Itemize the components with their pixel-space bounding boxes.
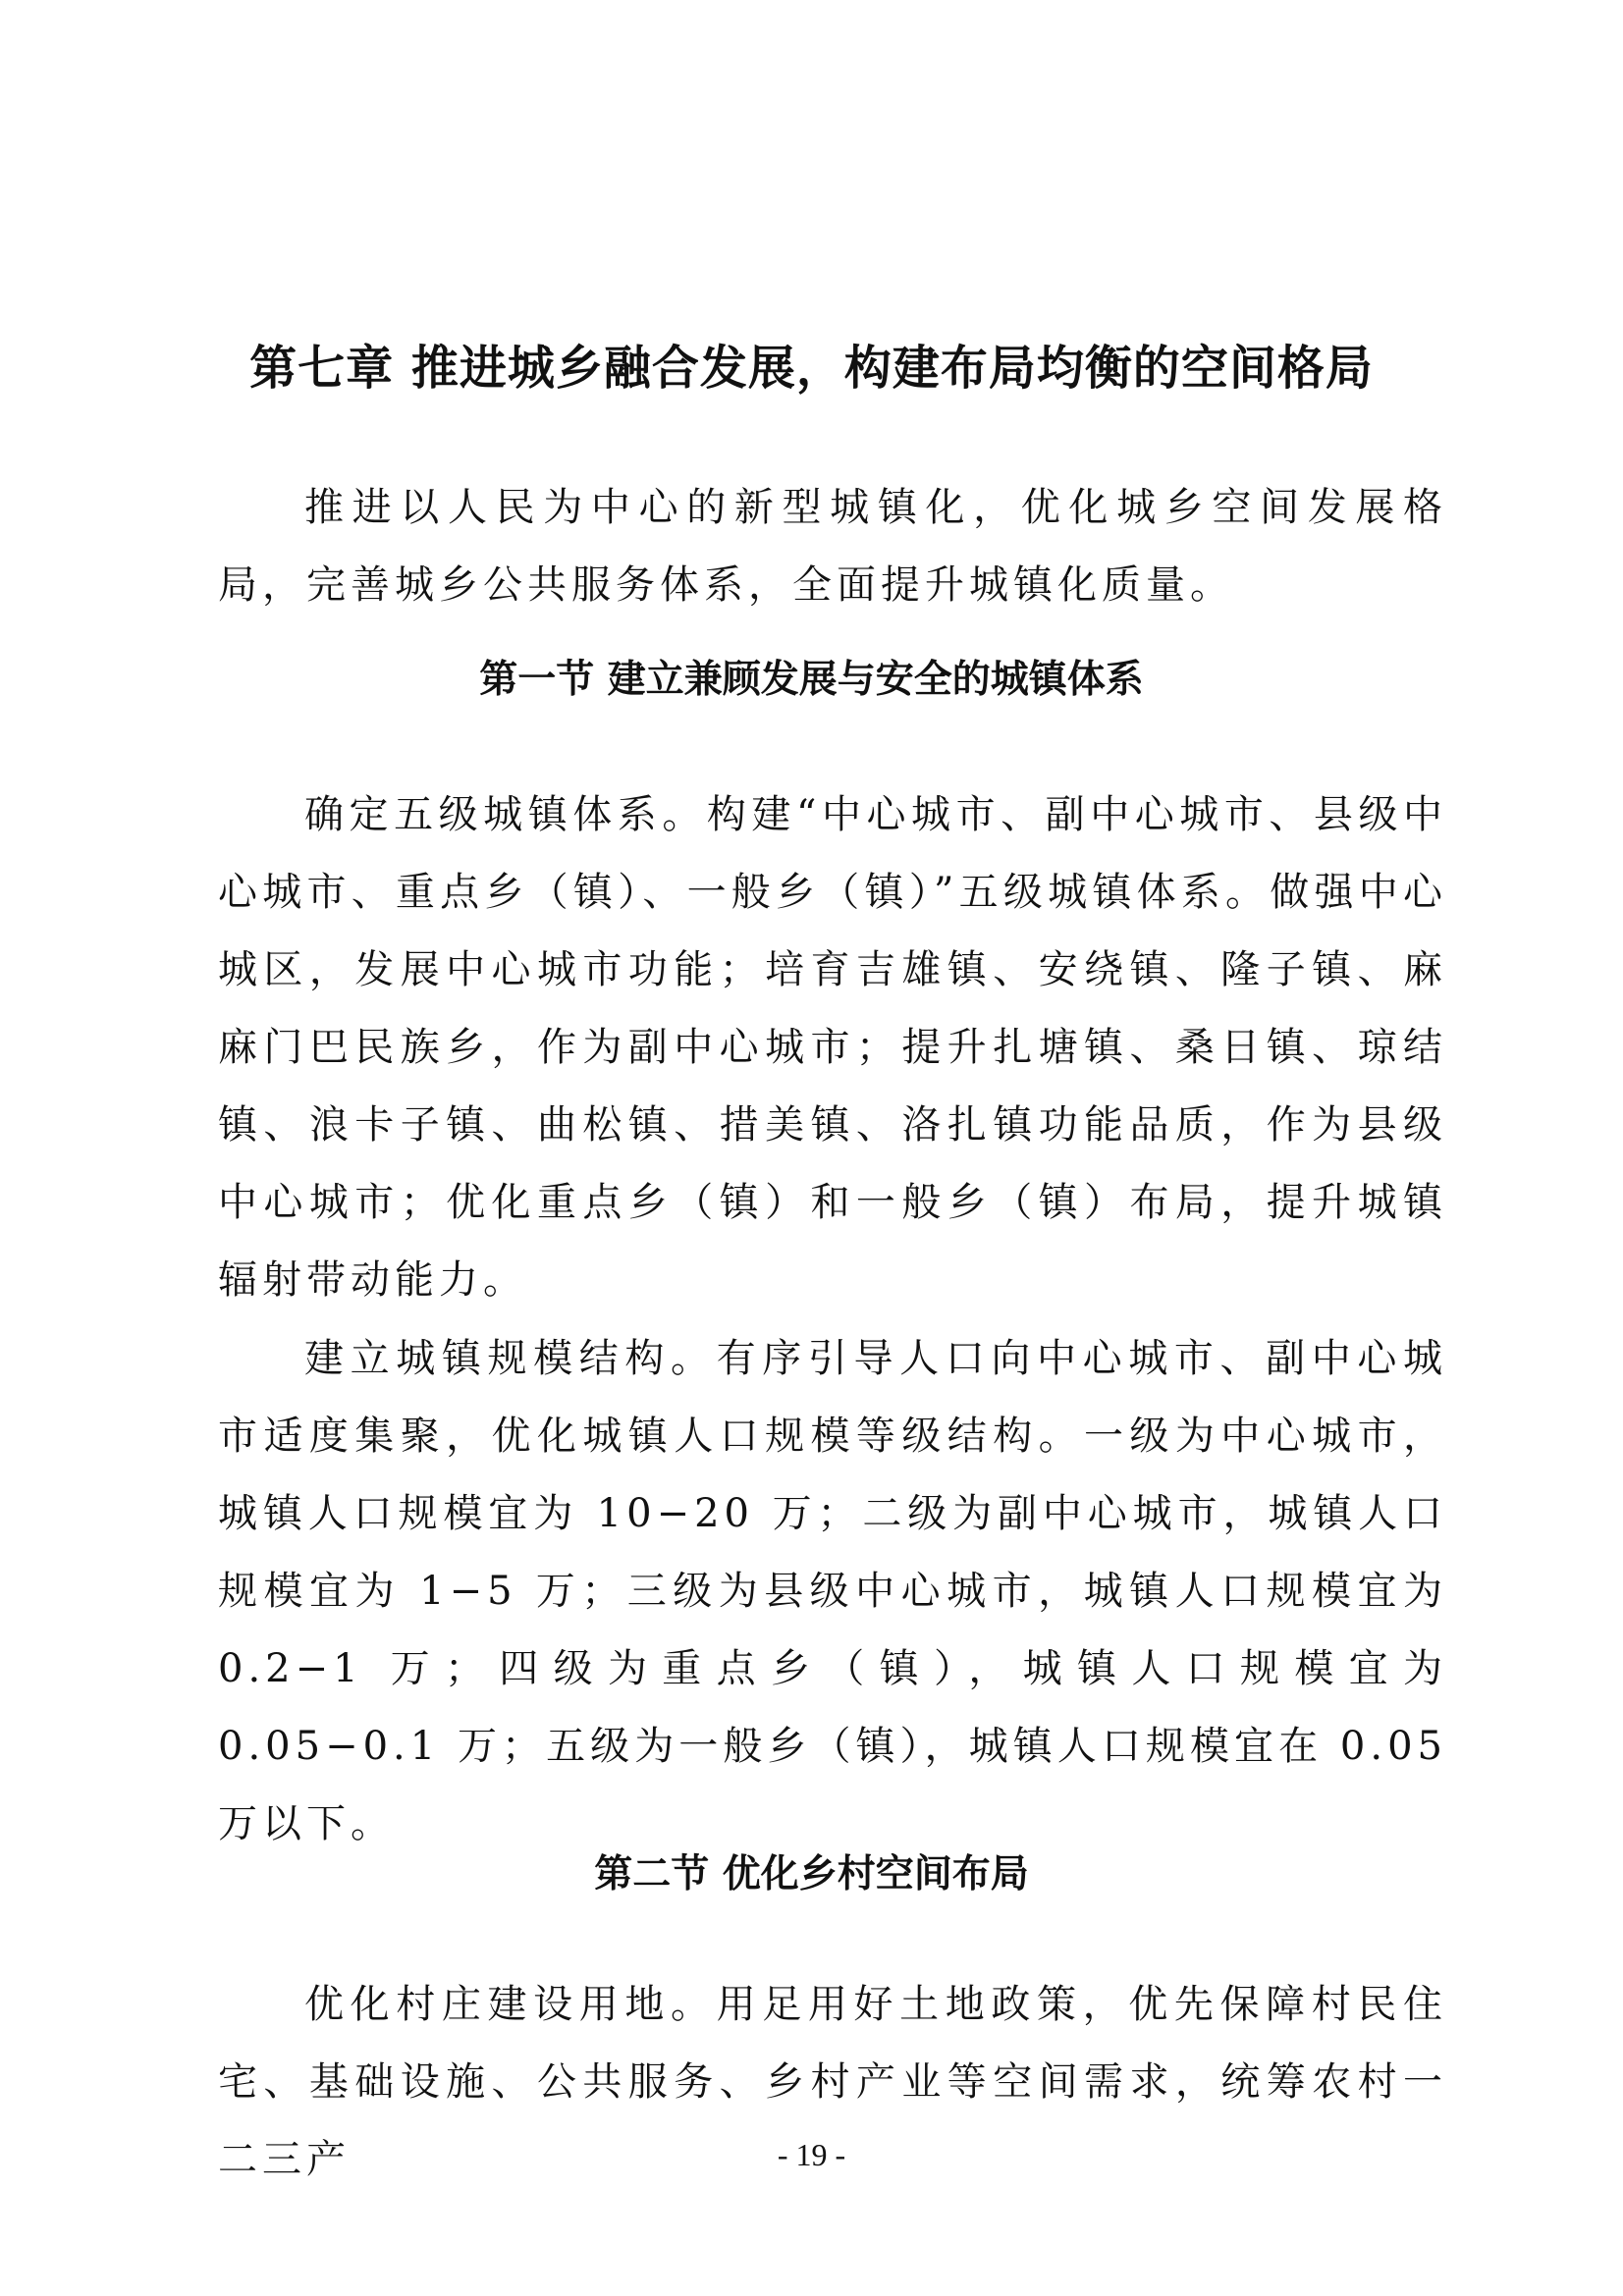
page-number: - 19 - [777,2137,846,2172]
paragraph-lead: 确定五级城镇体系。 [304,792,707,837]
paragraph-body: 用足用好土地政策，优先保障村民住宅、基础设施、公共服务、乡村产业等空间需求，统筹农村一二三产 [218,1982,1447,2182]
paragraph-five-level-system [218,776,1447,1319]
paragraph-lead: 优化村庄建设用地。 [304,1982,717,2027]
paragraph-scale-structure [218,1320,1447,1863]
chapter-title: 第七章 推进城乡融合发展，构建布局均衡的空间格局 [249,341,1374,396]
intro-paragraph: 推进以人民为中心的新型城镇化，优化城乡空间发展格局，完善城乡公共服务体系，全面提升城镇化质量。 [218,485,1447,608]
section-title-1: 第一节 建立兼顾发展与安全的城镇体系 [479,658,1144,702]
paragraph-body: 有序引导人口向中心城市、副中心城市适度集聚，优化城镇人口规模等级结构。一级为中心城市，城镇人口规模宜为 10−20 万；二级为副中心城市，城镇人口规模宜为 1−5 万；三级为县级中心城市，城镇人口规模宜为 0.2−1 万；四级为重点乡（镇），城镇人口规模宜为 0.05−0.1 万；五级为一般乡（镇），城镇人口规模宜在 0.05 万以下。 [218,1336,1447,1846]
section-title-2: 第二节 优化乡村空间布局 [594,1852,1029,1896]
paragraph-body: 构建“中心城市、副中心城市、县级中心城市、重点乡（镇）、一般乡（镇）”五级城镇体系。做强中心城区，发展中心城市功能；培育吉雄镇、安绕镇、隆子镇、麻麻门巴民族乡，作为副中心城市；提升扎塘镇、桑日镇、琼结镇、浪卡子镇、曲松镇、措美镇、洛扎镇功能品质，作为县级中心城市；优化重点乡（镇）和一般乡（镇）布局，提升城镇辐射带动能力。 [218,792,1448,1303]
paragraph-lead: 建立城镇规模结构。 [304,1336,717,1381]
